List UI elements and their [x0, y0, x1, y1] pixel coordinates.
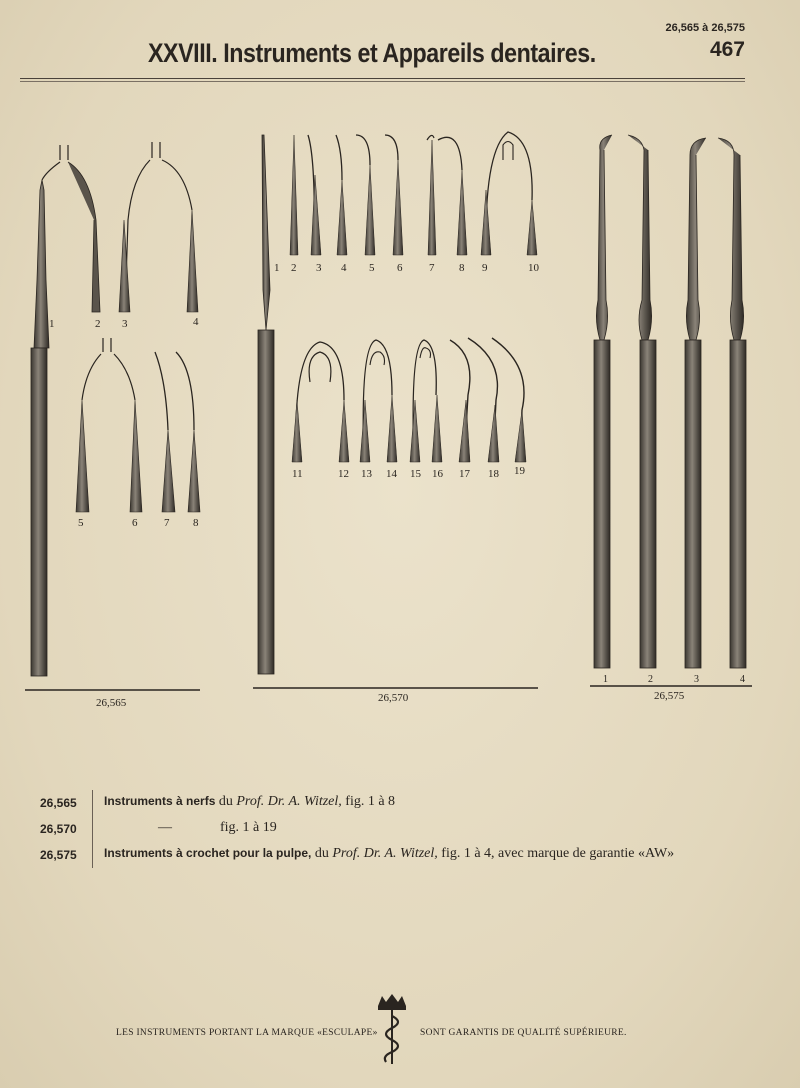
fig-label: 9 [482, 262, 488, 274]
item-name: Instruments à crochet pour la pulpe, [104, 846, 312, 860]
page-number: 467 [709, 38, 745, 61]
fig-label: 15 [410, 468, 421, 480]
divider [92, 842, 93, 868]
fig-label: 3 [122, 318, 128, 330]
fig-label: 1 [274, 262, 280, 274]
fig-label: 5 [78, 517, 84, 529]
fig-label: 13 [361, 468, 372, 480]
fig-label: 11 [292, 468, 303, 480]
fig-label: 1 [49, 318, 55, 330]
fig-label: 5 [369, 262, 375, 274]
item-text: du [311, 846, 333, 861]
group-26565-illustration [25, 142, 200, 690]
fig-label: 12 [338, 468, 349, 480]
group-26570-illustration [253, 132, 538, 688]
item-figs: fig. 1 à 19 [220, 820, 277, 835]
page-range: 26,565 à 26,575 [665, 22, 745, 34]
page-title: XXVIII. Instruments et Appareils dentaires. [148, 38, 596, 68]
fig-label: 2 [291, 262, 297, 274]
fig-label: 19 [514, 465, 525, 477]
item-code: 26,575 [40, 848, 77, 862]
fig-label: 4 [193, 316, 199, 328]
item-figs: fig. 1 à 8 [341, 794, 396, 809]
fig-label: 1 [603, 674, 608, 685]
footer-left-text: LES INSTRUMENTS PORTANT LA MARQUE «ESCULAPE» [116, 1028, 378, 1038]
fig-label: 7 [429, 262, 435, 274]
item-code: 26,570 [40, 822, 77, 836]
group-26575-illustration [590, 135, 752, 686]
fig-label: 16 [432, 468, 443, 480]
fig-label: 7 [164, 517, 170, 529]
item-text: — [158, 820, 172, 835]
fig-label: 3 [694, 674, 699, 685]
fig-label: 3 [316, 262, 322, 274]
fig-label: 18 [488, 468, 499, 480]
item-author: Prof. Dr. A. Witzel, [332, 846, 438, 861]
group-code-label: 26,570 [378, 692, 409, 704]
item-description [104, 794, 395, 810]
fig-label: 2 [648, 674, 653, 685]
fig-label: 4 [341, 262, 347, 274]
crown-staff-serpent-icon [372, 992, 412, 1071]
fig-label: 14 [386, 468, 397, 480]
group-code-label: 26,565 [96, 697, 127, 709]
fig-label: 6 [397, 262, 403, 274]
item-name: Instruments à nerfs [104, 794, 216, 808]
fig-label: 8 [193, 517, 199, 529]
fig-label: 4 [740, 674, 745, 685]
fig-label: 8 [459, 262, 465, 274]
item-figs: fig. 1 à 4, avec marque de garantie «AW» [437, 846, 675, 861]
fig-label: 2 [95, 318, 101, 330]
footer-right-text: SONT GARANTIS DE QUALITÉ SUPÉRIEURE. [420, 1028, 627, 1038]
item-author: Prof. Dr. A. Witzel, [236, 794, 342, 809]
item-description [104, 846, 674, 862]
item-description [158, 820, 277, 836]
fig-label: 10 [528, 262, 539, 274]
fig-label: 6 [132, 517, 138, 529]
group-code-label: 26,575 [654, 690, 685, 702]
item-code: 26,565 [40, 796, 77, 810]
fig-label: 17 [459, 468, 470, 480]
item-text: du [215, 794, 237, 809]
divider [92, 816, 93, 842]
divider [92, 790, 93, 816]
